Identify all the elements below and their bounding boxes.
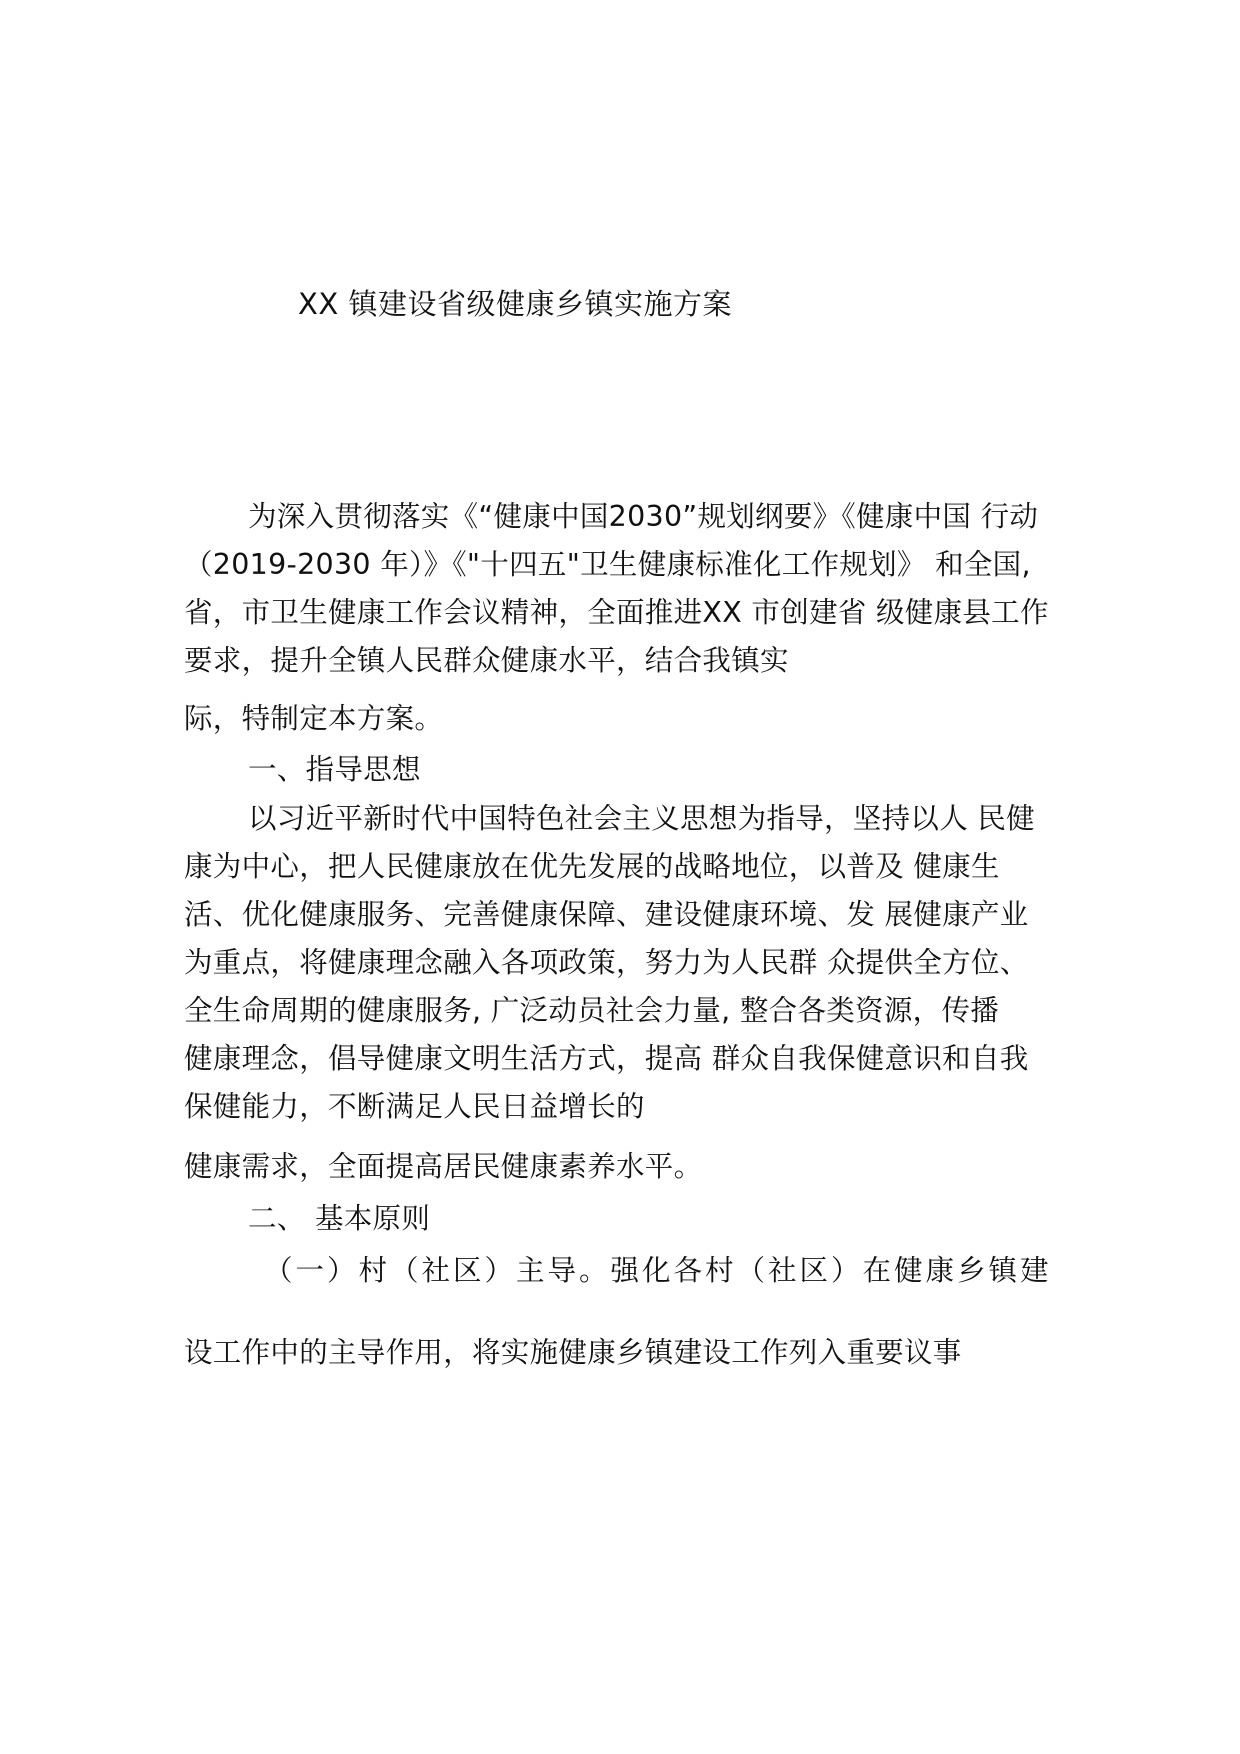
section-heading: 二、 基本原则: [248, 1202, 431, 1235]
paragraph-line: 健康需求，全面提高居民健康素养水平。: [184, 1150, 703, 1183]
paragraph-line: 健康理念，倡导健康文明生活方式，提高 群众自我保健意识和自我: [184, 1042, 1029, 1075]
paragraph-line: 省，市卫生健康工作会议精神，全面推进XX 市创建省 级健康县工作: [184, 596, 1049, 629]
paragraph-line: 全生命周期的健康服务, 广泛动员社会力量, 整合各类资源，传播: [184, 994, 1000, 1027]
paragraph-line: 为重点，将健康理念融入各项政策，努力为人民群 众提供全方位、: [184, 946, 1029, 979]
paragraph-line: 为深入贯彻落实《“健康中国2030”规划纲要》《健康中国 行动: [248, 500, 1039, 533]
subsection-heading: （一）村（社区）主导。强化各村（社区）在健康乡镇建: [264, 1254, 1052, 1287]
paragraph-line: 保健能力，不断满足人民日益增长的: [184, 1090, 645, 1123]
paragraph-line: 康为中心，把人民健康放在优先发展的战略地位，以普及 健康生: [184, 850, 1000, 883]
paragraph-line: 要求，提升全镇人民群众健康水平，结合我镇实: [184, 644, 789, 677]
paragraph-line: （2019-2030 年）》《"十四五"卫生健康标准化工作规划》 和全国,: [184, 548, 1031, 581]
paragraph-line: 活、优化健康服务、完善健康保障、建设健康环境、发 展健康产业: [184, 898, 1029, 931]
paragraph-line: 以习近平新时代中国特色社会主义思想为指导，坚持以人 民健: [248, 802, 1035, 835]
section-heading: 一、指导思想: [248, 753, 421, 786]
document-title: XX 镇建设省级健康乡镇实施方案: [298, 287, 732, 321]
paragraph-line: 设工作中的主导作用，将实施健康乡镇建设工作列入重要议事: [184, 1336, 962, 1369]
paragraph-line: 际，特制定本方案。: [184, 702, 444, 735]
